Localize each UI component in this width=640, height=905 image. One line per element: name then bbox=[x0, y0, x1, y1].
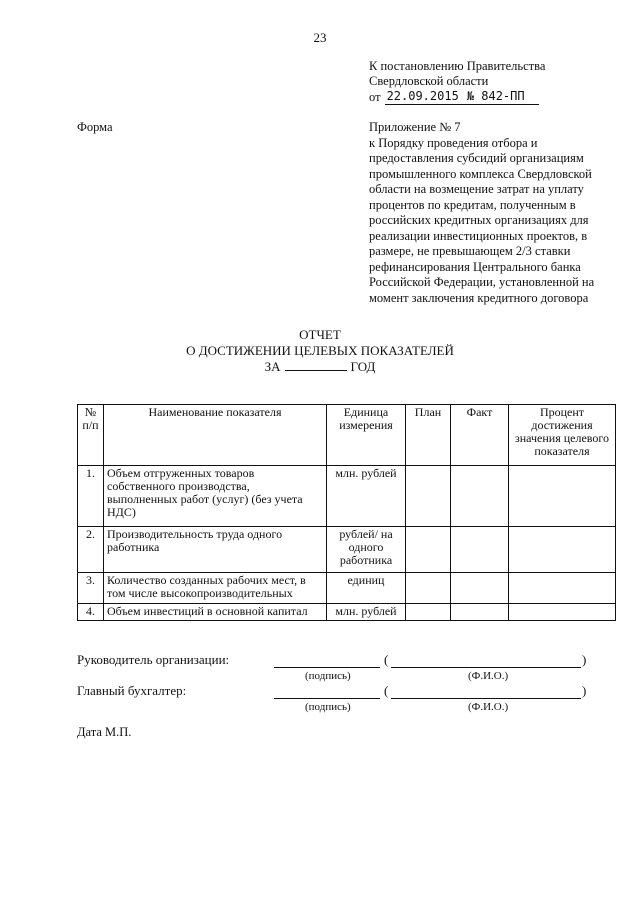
row-name: Объем инвестиций в основной капитал bbox=[104, 604, 327, 621]
header-plan: План bbox=[406, 405, 451, 466]
table-row bbox=[78, 466, 616, 527]
report-title bbox=[0, 327, 640, 375]
row-name: Количество созданных рабочих мест, в том числе высокопроизводительных bbox=[104, 573, 327, 604]
head-name-paren-close: ) bbox=[582, 652, 587, 667]
header-num: № п/п bbox=[78, 405, 104, 466]
table-row bbox=[78, 604, 616, 621]
annex-title: Приложение № 7 bbox=[369, 120, 461, 134]
header-name: Наименование показателя bbox=[104, 405, 327, 466]
header-fact: Факт bbox=[451, 405, 509, 466]
row-num: 4. bbox=[78, 604, 104, 621]
resolution-line1: К постановлению Правительства bbox=[369, 59, 546, 73]
row-plan bbox=[406, 466, 451, 527]
head-signature-label: Руководитель организации: bbox=[77, 652, 230, 667]
row-fact bbox=[451, 573, 509, 604]
annex-text: к Порядку проведения отбора и предоставления субсидий организациям промышленного комплекса Свердловской области на возмещение затрат на уплату процентов по кредитам, полученным в российских кредитных организациях для реализации инвестиционных проектов, в размере, не превышающем 2/3 ставки рефинансирования Центрального банка Российской Федерации, установленной на момент заключения кредитного договора bbox=[369, 135, 595, 305]
resolution-date: 22.09.2015 bbox=[386, 89, 459, 103]
row-unit: млн. рублей bbox=[327, 604, 406, 621]
resolution-date-line bbox=[369, 89, 619, 105]
row-percent bbox=[509, 466, 616, 527]
row-fact bbox=[451, 604, 509, 621]
row-unit: единиц bbox=[327, 573, 406, 604]
accountant-signature-label: Главный бухгалтер: bbox=[77, 683, 187, 698]
report-year-suffix: ГОД bbox=[350, 359, 376, 374]
row-fact bbox=[451, 527, 509, 573]
row-unit: рублей/ на одного работника bbox=[327, 527, 406, 573]
row-num: 1. bbox=[78, 466, 104, 527]
row-unit: млн. рублей bbox=[327, 466, 406, 527]
head-name-paren-open: ( bbox=[384, 652, 389, 667]
report-period-line bbox=[0, 359, 640, 375]
report-title-line1: ОТЧЕТ bbox=[299, 327, 341, 342]
accountant-signature-line[interactable] bbox=[274, 684, 380, 699]
head-signature-caption: (подпись) bbox=[305, 670, 351, 682]
row-name: Объем отгруженных товаров собственного производства, выполненных работ (услуг) (без учета НДС) bbox=[104, 466, 327, 527]
report-for-prefix: ЗА bbox=[264, 359, 281, 374]
header-unit: Единица измерения bbox=[327, 405, 406, 466]
row-plan bbox=[406, 527, 451, 573]
accountant-name-paren-open: ( bbox=[384, 683, 389, 698]
row-plan bbox=[406, 604, 451, 621]
year-blank bbox=[285, 370, 347, 371]
page-number: 23 bbox=[313, 30, 327, 45]
row-percent bbox=[509, 573, 616, 604]
form-label: Форма bbox=[77, 120, 113, 134]
table-header-row bbox=[78, 405, 616, 466]
accountant-name-paren-close: ) bbox=[582, 683, 587, 698]
header-percent: Процент достижения значения целевого показателя bbox=[509, 405, 616, 466]
resolution-reference bbox=[369, 59, 619, 105]
row-plan bbox=[406, 573, 451, 604]
annex-block bbox=[369, 120, 619, 306]
head-signature-line[interactable] bbox=[274, 653, 380, 668]
head-name-line[interactable] bbox=[391, 653, 581, 668]
accountant-name-line[interactable] bbox=[391, 684, 581, 699]
table-row bbox=[78, 573, 616, 604]
accountant-signature-caption: (подпись) bbox=[305, 701, 351, 713]
row-num: 3. bbox=[78, 573, 104, 604]
resolution-number: № 842-ПП bbox=[461, 89, 539, 105]
row-name: Производительность труда одного работника bbox=[104, 527, 327, 573]
row-fact bbox=[451, 466, 509, 527]
table-row bbox=[78, 527, 616, 573]
report-title-line2: О ДОСТИЖЕНИИ ЦЕЛЕВЫХ ПОКАЗАТЕЛЕЙ bbox=[186, 343, 454, 358]
resolution-line2: Свердловской области bbox=[369, 74, 489, 88]
date-stamp-label: Дата М.П. bbox=[77, 725, 132, 739]
resolution-date-prefix: от bbox=[369, 90, 381, 104]
indicators-table bbox=[77, 404, 616, 621]
row-percent bbox=[509, 604, 616, 621]
head-name-caption: (Ф.И.О.) bbox=[468, 670, 509, 682]
row-num: 2. bbox=[78, 527, 104, 573]
row-percent bbox=[509, 527, 616, 573]
accountant-name-caption: (Ф.И.О.) bbox=[468, 701, 509, 713]
